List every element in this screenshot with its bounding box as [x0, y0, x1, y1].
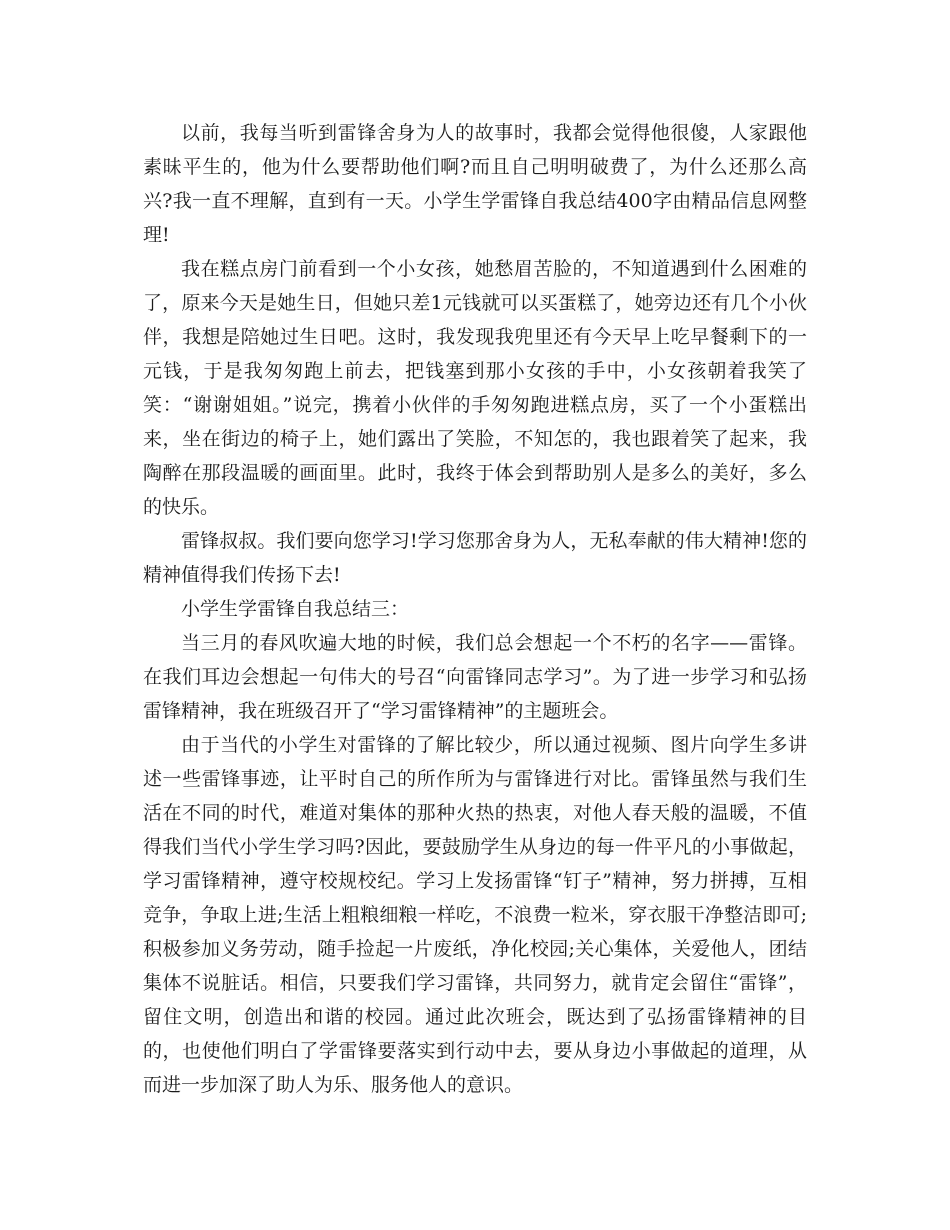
- paragraph-1: 以前，我每当听到雷锋舍身为人的故事时，我都会觉得他很傻，人家跟他素昧平生的，他为什么要帮助他们啊?而且自己明明破费了，为什么还那么高兴?我一直不理解，直到有一天。小学生学雷锋自我总结400字由精品信息网整理!: [143, 122, 807, 246]
- paragraph-4: 当三月的春风吹遍大地的时候，我们总会想起一个不朽的名字——雷锋。在我们耳边会想起一句伟大的号召“向雷锋同志学习”。为了进一步学习和弘扬雷锋精神，我在班级召开了“学习雷锋精神”的主题班会。: [143, 632, 807, 722]
- document-body: [143, 116, 807, 1102]
- section-heading: 小学生学雷锋自我总结三：: [181, 598, 410, 620]
- paragraph-5: 由于当代的小学生对雷锋的了解比较少，所以通过视频、图片向学生多讲述一些雷锋事迹，让平时自己的所作所为与雷锋进行对比。雷锋虽然与我们生活在不同的时代，难道对集体的那种火热的热衷，对他人春天般的温暖，不值得我们当代小学生学习吗?因此，要鼓励学生从身边的每一件平凡的小事做起，学习雷锋精神，遵守校规校纪。学习上发扬雷锋“钉子”精神，努力拼搏，互相竞争，争取上进;生活上粗粮细粮一样吃，不浪费一粒米，穿衣服干净整洁即可;积极参加义务劳动，随手捡起一片废纸，净化校园;关心集体，关爱他人，团结集体不说脏话。相信，只要我们学习雷锋，共同努力，就肯定会留住“雷锋”，留住文明，创造出和谐的校园。通过此次班会，既达到了弘扬雷锋精神的目的，也使他们明白了学雷锋要落实到行动中去，要从身边小事做起的道理，从而进一步加深了助人为乐、服务他人的意识。: [143, 734, 807, 1096]
- paragraph-3: 雷锋叔叔。我们要向您学习!学习您那舍身为人，无私奉献的伟大精神!您的精神值得我们传扬下去!: [143, 530, 807, 586]
- paragraph-2: 我在糕点房门前看到一个小女孩，她愁眉苦脸的，不知道遇到什么困难的了，原来今天是她生日，但她只差1元钱就可以买蛋糕了，她旁边还有几个小伙伴，我想是陪她过生日吧。这时，我发现我兜里还有今天早上吃早餐剩下的一元钱，于是我匆匆跑上前去，把钱塞到那小女孩的手中，小女孩朝着我笑了笑：“谢谢姐姐。”说完，携着小伙伴的手匆匆跑进糕点房，买了一个小蛋糕出来，坐在街边的椅子上，她们露出了笑脸，不知怎的，我也跟着笑了起来，我陶醉在那段温暖的画面里。此时，我终于体会到帮助别人是多么的美好，多么的快乐。: [143, 258, 807, 518]
